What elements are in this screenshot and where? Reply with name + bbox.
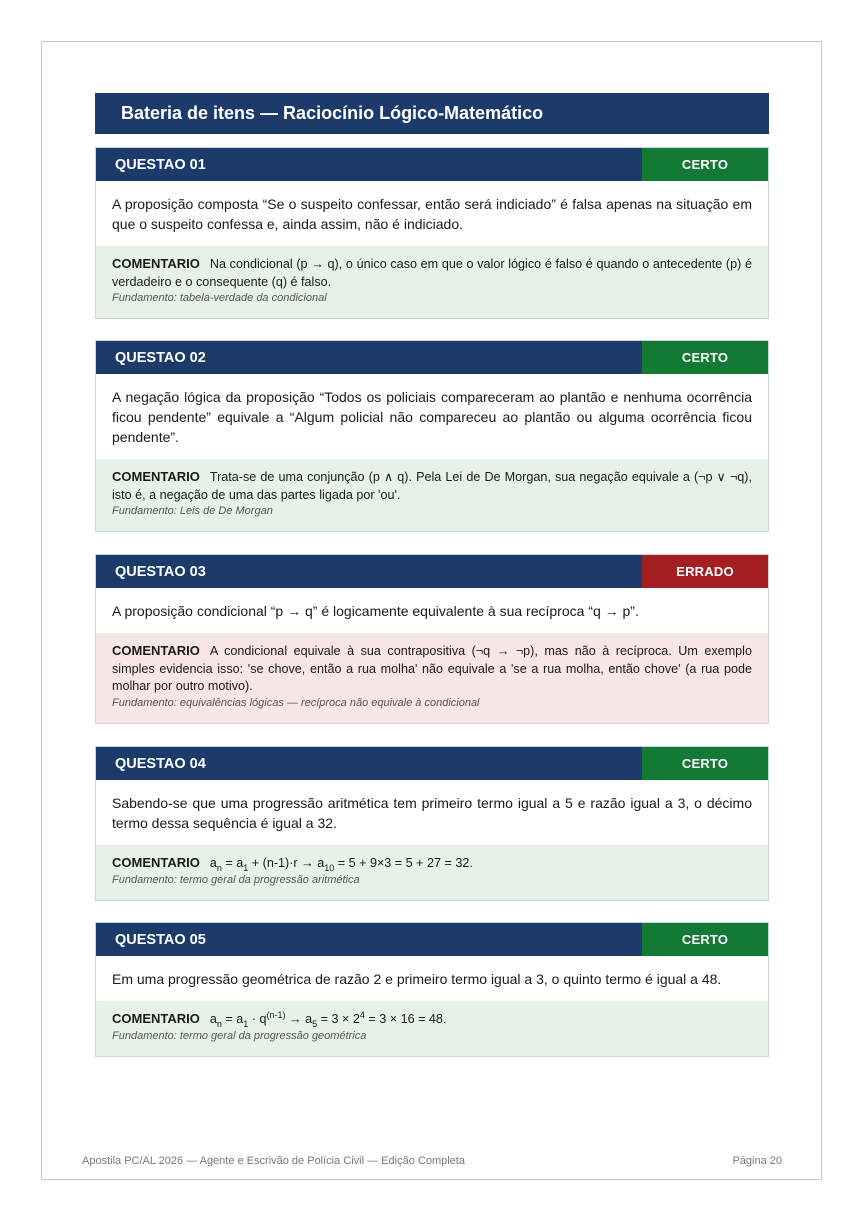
comment-box <box>96 845 768 900</box>
question-statement: A negação lógica da proposição “Todos os policiais compareceram ao plantão e nenhuma ocorrência ficou pendente” equivale a “Algum policial não compareceu ao plantão ou alguma ocorrência ficou pendente”. <box>96 374 768 459</box>
question-card-01 <box>95 147 769 319</box>
footer-publication: Apostila PC/AL 2026 — Agente e Escrivão de Polícia Civil — Edição Completa <box>82 1155 465 1167</box>
comment-label: COMENTARIO <box>112 256 200 271</box>
comment-formula: $a_n = a_1 + (n-1)\cdot r \to a_{10} = 5 + 9\times 3 = 5 + 27 = 32$. <box>209 856 473 873</box>
comment-text: Trata-se de uma conjunção (p ∧ q). Pela Lei de De Morgan, sua negação equivale a (¬p ∨ ¬q), isto é, a negação de uma das partes ligada por 'ou'. <box>112 470 752 502</box>
comment-box <box>96 1001 768 1056</box>
question-header <box>96 555 768 588</box>
question-statement: Sabendo-se que uma progressão aritmética tem primeiro termo igual a 5 e razão igual a 3, o décimo termo dessa sequência é igual a 32. <box>96 780 768 845</box>
question-statement: A proposição composta “Se o suspeito confessar, então será indiciado” é falsa apenas na situação em que o suspeito confessa e, ainda assim, não é indiciado. <box>96 181 768 246</box>
verdict-badge: CERTO <box>642 747 768 780</box>
section-title: Bateria de itens — Raciocínio Lógico-Matemático <box>121 103 544 123</box>
question-number: QUESTAO 01 <box>115 156 206 173</box>
question-statement: Em uma progressão geométrica de razão 2 e primeiro termo igual a 3, o quinto termo é igual a 48. <box>96 956 768 1001</box>
question-statement: A proposição condicional “p → q” é logicamente equivalente à sua recíproca “q → p”. <box>96 588 768 633</box>
question-number: QUESTAO 04 <box>115 755 206 772</box>
section-title-bar <box>95 93 769 134</box>
question-header <box>96 341 768 374</box>
question-number: QUESTAO 02 <box>115 349 206 366</box>
question-header <box>96 148 768 181</box>
comment-box <box>96 459 768 531</box>
comment-label: COMENTARIO <box>112 1011 200 1026</box>
comment-formula: $a_n = a_1 \cdot q^{(n-1)} \to a_5 = 3 \times 2^4 = 3 \times 16 = 48$. <box>209 1010 447 1029</box>
question-number: QUESTAO 03 <box>115 563 206 580</box>
comment-box <box>96 633 768 723</box>
comment-text: Na condicional (p → q), o único caso em que o valor lógico é falso é quando o antecedente (p) é verdadeiro e o consequente (q) é falso. <box>112 257 752 289</box>
comment-basis: Fundamento: tabela-verdade da condicional <box>112 292 327 304</box>
comment-basis: Fundamento: termo geral da progressão geométrica <box>112 1029 367 1042</box>
footer-page-number: Página 20 <box>732 1155 782 1167</box>
question-card-04 <box>95 746 769 901</box>
question-card-02 <box>95 340 769 532</box>
comment-basis: Fundamento: Leis de De Morgan <box>112 505 273 517</box>
question-card-05 <box>95 922 769 1057</box>
question-header <box>96 923 768 956</box>
comment-label: COMENTARIO <box>112 643 200 658</box>
verdict-badge: CERTO <box>642 148 768 181</box>
comment-label: COMENTARIO <box>112 469 200 484</box>
question-header <box>96 747 768 780</box>
question-card-03 <box>95 554 769 724</box>
comment-basis: Fundamento: termo geral da progressão aritmética <box>112 873 360 886</box>
verdict-badge: ERRADO <box>642 555 768 588</box>
comment-text: A condicional equivale à sua contrapositiva (¬q → ¬p), mas não à recíproca. Um exemplo simples evidencia isso: 'se chove, então a rua molha' não equivale a 'se a rua molha, então chove' (a rua pode molhar por outro motivo). <box>112 644 752 693</box>
comment-basis: Fundamento: equivalências lógicas — recíproca não equivale à condicional <box>112 696 480 709</box>
comment-label: COMENTARIO <box>112 855 200 870</box>
comment-box <box>96 246 768 318</box>
verdict-badge: CERTO <box>642 923 768 956</box>
verdict-badge: CERTO <box>642 341 768 374</box>
question-number: QUESTAO 05 <box>115 931 206 948</box>
